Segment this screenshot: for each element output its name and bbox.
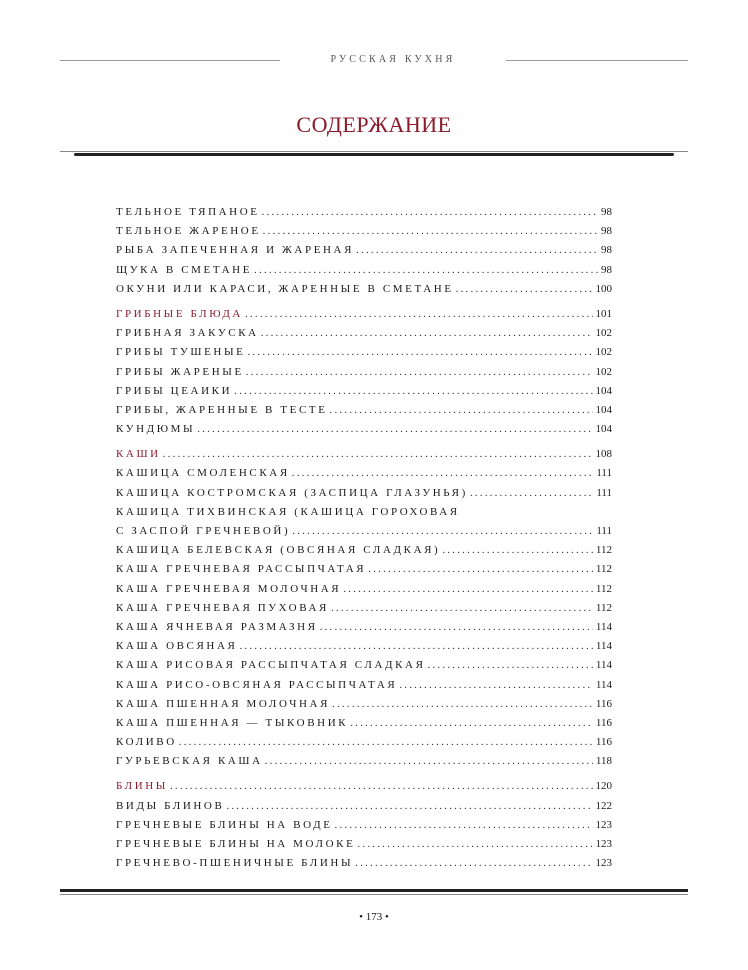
toc-entry-page: 123 <box>595 838 612 850</box>
leader-dots <box>456 280 593 299</box>
toc-entry[interactable] <box>116 261 612 280</box>
leader-dots <box>399 676 593 695</box>
toc-entry-page: 98 <box>601 225 612 238</box>
toc-entry-title: КАША ГРЕЧНЕВАЯ РАССЫПЧАТАЯ <box>116 563 367 576</box>
toc-entry-page: 114 <box>595 659 612 672</box>
toc-entry-title: КАША РИСОВАЯ РАССЫПЧАТАЯ СЛАДКАЯ <box>116 659 426 672</box>
toc-entry-title: ВИДЫ БЛИНОВ <box>116 799 225 812</box>
toc-entry[interactable] <box>116 343 612 362</box>
toc-entry[interactable] <box>116 580 612 599</box>
leader-dots <box>428 656 593 675</box>
toc-entry[interactable] <box>116 797 612 816</box>
page-number: • 173 • <box>359 911 389 923</box>
leader-dots <box>470 484 593 503</box>
toc-entry-page: 116 <box>595 716 612 729</box>
toc-entry-page: 122 <box>595 799 612 812</box>
toc-entry[interactable] <box>116 401 612 420</box>
toc-entry[interactable] <box>116 241 612 260</box>
toc-entry[interactable] <box>116 382 612 401</box>
leader-dots <box>247 343 592 362</box>
leader-dots <box>330 401 593 420</box>
running-head-rule-right <box>506 60 688 61</box>
toc-entry-page: 104 <box>595 423 612 436</box>
footer-divider-thick <box>60 889 688 892</box>
toc-entry-page: 101 <box>595 307 612 320</box>
leader-dots <box>239 637 592 656</box>
toc-entry-title: КАША ГРЕЧНЕВАЯ ПУХОВАЯ <box>116 601 329 614</box>
toc-entry-title: КАШИЦА КОСТРОМСКАЯ (ЗАСПИЦА ГЛАЗУНЬЯ) <box>116 486 468 499</box>
leader-dots <box>265 752 593 771</box>
toc-entry-page: 112 <box>595 601 612 614</box>
toc-entry-title: ГРЕЧНЕВЫЕ БЛИНЫ НА МОЛОКЕ <box>116 838 356 850</box>
toc-entry[interactable] <box>116 522 612 541</box>
toc-entry-page: 114 <box>595 620 612 633</box>
toc-entry-page: 111 <box>596 486 612 499</box>
leader-dots <box>357 835 592 854</box>
leader-dots <box>245 305 593 324</box>
toc-entry-page: 112 <box>595 563 612 576</box>
toc-entry[interactable] <box>116 280 612 299</box>
running-head-text: РУССКАЯ КУХНЯ <box>330 54 456 65</box>
leader-dots <box>442 541 593 560</box>
toc-entry-title: КАША РИСО-ОВСЯНАЯ РАССЫПЧАТАЯ <box>116 678 398 691</box>
toc-entry-page: 123 <box>595 818 612 831</box>
toc-section-title: БЛИНЫ <box>116 780 168 793</box>
leader-dots <box>320 618 593 637</box>
toc-entry-page: 118 <box>595 755 612 768</box>
toc-entry[interactable] <box>116 599 612 618</box>
toc-entry[interactable] <box>116 676 612 695</box>
leader-dots <box>263 222 598 241</box>
toc-entry-title: КАША ОВСЯНАЯ <box>116 640 238 653</box>
toc-entry-title: КАША ПШЕННАЯ — ТЫКОВНИК <box>116 716 349 729</box>
leader-dots <box>356 241 598 260</box>
leader-dots <box>262 203 598 222</box>
toc-section-heading[interactable] <box>116 305 612 324</box>
leader-dots <box>261 324 593 343</box>
toc-entry-title: ОКУНИ ИЛИ КАРАСИ, ЖАРЕННЫЕ В СМЕТАНЕ <box>116 282 454 295</box>
toc-entry-page: 98 <box>601 263 612 276</box>
leader-dots <box>246 363 593 382</box>
toc-entry-page: 98 <box>601 206 612 218</box>
running-head-rule-left <box>60 60 280 61</box>
leader-dots <box>179 733 593 752</box>
toc-entry-page: 116 <box>595 697 612 710</box>
toc-entry[interactable] <box>116 222 612 241</box>
toc-entry[interactable] <box>116 203 612 222</box>
toc-entry[interactable] <box>116 835 612 854</box>
toc-entry-page: 104 <box>595 384 612 397</box>
leader-dots <box>254 261 598 280</box>
toc-entry-title: ЩУКА В СМЕТАНЕ <box>116 263 253 276</box>
toc-entry-title: ГРИБЫ, ЖАРЕННЫЕ В ТЕСТЕ <box>116 403 328 416</box>
toc-entry[interactable] <box>116 324 612 343</box>
toc-entry[interactable] <box>116 854 612 873</box>
toc-entry[interactable] <box>116 733 612 752</box>
table-of-contents <box>116 203 612 873</box>
toc-entry[interactable] <box>116 420 612 439</box>
leader-dots <box>197 420 592 439</box>
title-divider-thick <box>74 153 674 156</box>
toc-entry-title: КАША ГРЕЧНЕВАЯ МОЛОЧНАЯ <box>116 582 342 595</box>
toc-entry[interactable] <box>116 464 612 483</box>
toc-entry-title: РЫБА ЗАПЕЧЕННАЯ И ЖАРЕНАЯ <box>116 244 355 257</box>
toc-entry-title: ГРИБНАЯ ЗАКУСКА <box>116 327 259 340</box>
toc-entry-title: КАША ПШЕННАЯ МОЛОЧНАЯ <box>116 697 331 710</box>
footer-divider <box>60 889 688 895</box>
toc-entry[interactable] <box>116 560 612 579</box>
toc-entry[interactable] <box>116 752 612 771</box>
toc-entry-title: ТЕЛЬНОЕ ТЯПАНОЕ <box>116 206 260 218</box>
toc-entry[interactable] <box>116 714 612 733</box>
toc-entry-page: 98 <box>601 244 612 257</box>
toc-entry-title: ГРЕЧНЕВО-ПШЕНИЧНЫЕ БЛИНЫ <box>116 857 354 870</box>
leader-dots <box>226 797 592 816</box>
title-divider <box>60 151 688 157</box>
leader-dots <box>170 777 593 796</box>
title-divider-thin <box>60 151 688 152</box>
toc-section-title: ГРИБНЫЕ БЛЮДА <box>116 307 243 320</box>
toc-entry[interactable] <box>116 816 612 835</box>
leader-dots <box>331 599 593 618</box>
toc-entry-title: ГРЕЧНЕВЫЕ БЛИНЫ НА ВОДЕ <box>116 818 333 831</box>
toc-entry-title: КАША ЯЧНЕВАЯ РАЗМАЗНЯ <box>116 620 318 633</box>
toc-entry-title: ГРИБЫ ТУШЕНЫЕ <box>116 346 246 359</box>
toc-entry-page: 104 <box>595 403 612 416</box>
toc-entry-title: С ЗАСПОЙ ГРЕЧНЕВОЙ) <box>116 525 291 537</box>
toc-entry-page: 114 <box>595 678 612 691</box>
toc-entry-page: 102 <box>595 327 612 340</box>
toc-entry-title: ГРИБЫ ЦЕАИКИ <box>116 384 233 397</box>
toc-entry[interactable] <box>116 637 612 656</box>
toc-entry[interactable] <box>116 363 612 382</box>
toc-entry-page: 111 <box>596 467 612 480</box>
toc-entry-title: ТЕЛЬНОЕ ЖАРЕНОЕ <box>116 225 261 238</box>
toc-entry-page: 116 <box>595 736 612 749</box>
toc-entry[interactable] <box>116 484 612 503</box>
toc-entry[interactable] <box>116 618 612 637</box>
leader-dots <box>292 522 593 541</box>
leader-dots <box>368 560 593 579</box>
toc-entry-page: 102 <box>595 346 612 359</box>
toc-entry-page: 100 <box>595 282 612 295</box>
toc-entry-page: 111 <box>596 525 612 537</box>
toc-entry[interactable] <box>116 695 612 714</box>
toc-entry-page: 102 <box>595 365 612 378</box>
toc-entry-page: 114 <box>595 640 612 653</box>
leader-dots <box>343 580 593 599</box>
toc-entry-title: ГРИБЫ ЖАРЕНЫЕ <box>116 365 244 378</box>
running-head <box>60 52 688 68</box>
toc-entry-page: 112 <box>595 582 612 595</box>
toc-entry-title: КАШИЦА СМОЛЕНСКАЯ <box>116 467 290 480</box>
leader-dots <box>292 464 594 483</box>
footer-divider-thin <box>60 894 688 895</box>
toc-entry-title: КУНДЮМЫ <box>116 423 196 436</box>
toc-entry[interactable] <box>116 541 612 560</box>
toc-entry-title: КАШИЦА БЕЛЕВСКАЯ (ОВСЯНАЯ СЛАДКАЯ) <box>116 544 441 557</box>
leader-dots <box>355 854 592 873</box>
toc-entry-page: 112 <box>595 544 612 557</box>
toc-section-heading[interactable] <box>116 777 612 796</box>
leader-dots <box>350 714 593 733</box>
toc-section-title: КАШИ <box>116 448 161 461</box>
toc-entry-first-line[interactable]: КАШИЦА ТИХВИНСКАЯ (КАШИЦА ГОРОХОВАЯ <box>116 505 460 518</box>
toc-entry-page: 120 <box>595 780 612 793</box>
toc-entry[interactable] <box>116 656 612 675</box>
leader-dots <box>163 445 593 464</box>
toc-section-heading[interactable] <box>116 445 612 464</box>
toc-entry-page: 108 <box>595 448 612 461</box>
toc-entry-title: ГУРЬЕВСКАЯ КАША <box>116 755 263 768</box>
leader-dots <box>332 695 593 714</box>
leader-dots <box>335 816 593 835</box>
toc-entry-title: КОЛИВО <box>116 736 177 749</box>
toc-entry-page: 123 <box>595 857 612 870</box>
leader-dots <box>234 382 592 401</box>
page-title: СОДЕРЖАНИЕ <box>296 112 452 137</box>
